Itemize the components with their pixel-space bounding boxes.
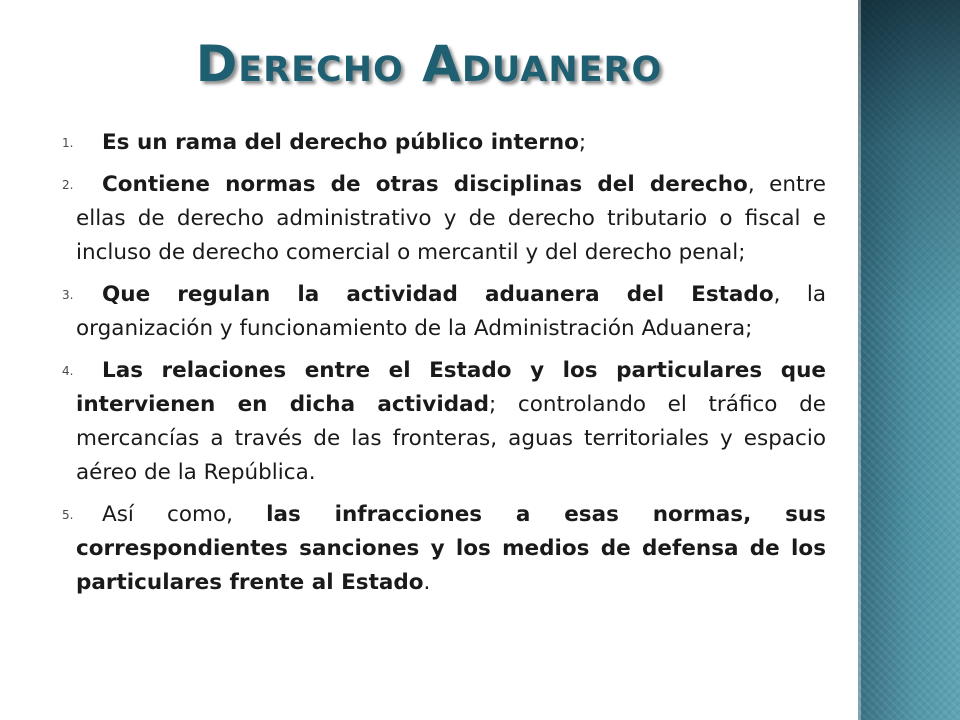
list-item-text-before: Así como,: [102, 502, 267, 527]
list-item-bold-text: Contiene normas de otras disciplinas del derecho: [102, 172, 748, 197]
list-item: [62, 278, 826, 346]
list-item-text: , la organización y funcionamiento de la Administración Aduanera;: [76, 282, 826, 341]
list-item: [62, 354, 826, 490]
list-item-text: , entre ellas de derecho administrativo y de derecho tributario o fiscal e incluso de derecho comercial o mercantil y del derecho penal;: [76, 172, 827, 265]
list-item-number: 2.: [62, 178, 74, 192]
list-item: [62, 168, 826, 270]
slide-title: Derecho Aduanero: [195, 35, 663, 93]
list-item-bold-text: las infracciones a esas normas, sus correspondientes sanciones y los medios de defensa de los particulares frente al Estado: [76, 502, 826, 595]
list-item-bold-text: Las relaciones entre el Estado y los particulares que intervienen en dicha actividad: [76, 358, 826, 417]
decorative-side-band: [858, 0, 960, 720]
list-item-text: .: [423, 570, 431, 595]
list-item-number: 5.: [62, 508, 74, 522]
list-item-bold-text: Que regulan la actividad aduanera del Estado: [102, 282, 774, 307]
list-item-text: ; controlando el tráfico de mercancías a través de las fronteras, aguas territoriales y espacio aéreo de la República.: [76, 392, 826, 485]
list-item: [62, 126, 826, 160]
list-item: [62, 498, 826, 600]
numbered-list: [62, 126, 826, 608]
list-item-number: 4.: [62, 364, 74, 378]
list-item-text: ;: [578, 130, 587, 155]
list-item-bold-text: Es un rama del derecho público interno: [102, 130, 579, 155]
side-band-edge: [858, 0, 861, 720]
list-item-number: 3.: [62, 288, 74, 302]
list-item-number: 1.: [62, 136, 74, 150]
